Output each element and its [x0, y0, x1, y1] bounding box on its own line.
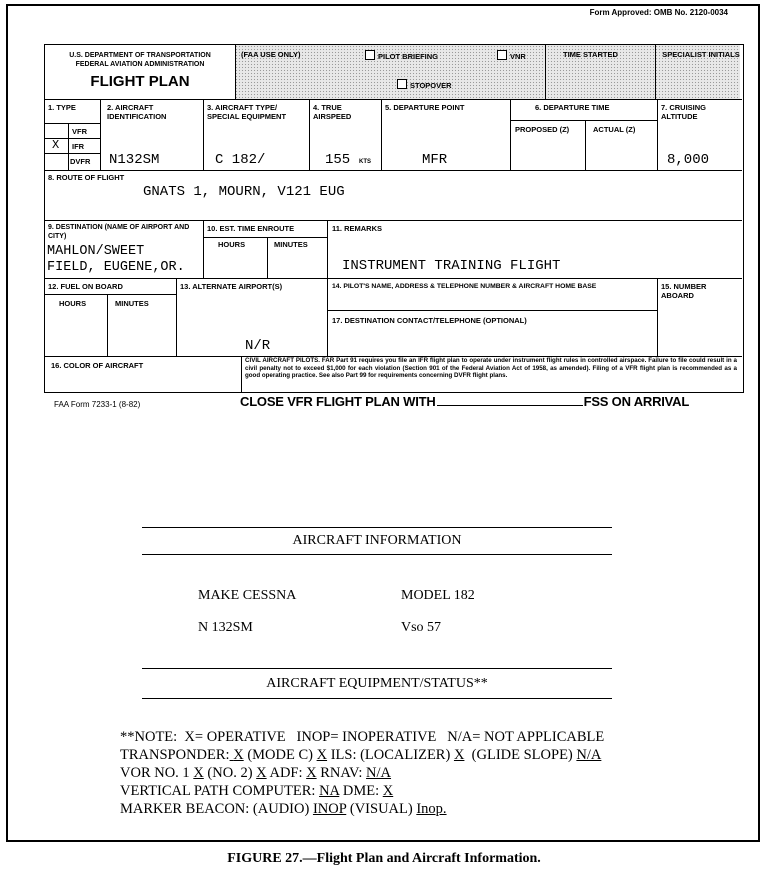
marker-line: MARKER BEACON: (AUDIO) INOP (VISUAL) Inop. — [120, 801, 447, 817]
route-value[interactable]: GNATS 1, MOURN, V121 EUG — [143, 184, 345, 200]
flight-plan-form — [44, 44, 744, 393]
type-label: 1. TYPE — [48, 103, 76, 112]
cruising-altitude-label: 7. CRUISING ALTITUDE — [661, 103, 707, 121]
dest-contact-label: 17. DESTINATION CONTACT/TELEPHONE (OPTIONAL) — [332, 316, 527, 325]
rnav-status: N/A — [366, 765, 392, 781]
form-title: FLIGHT PLAN — [90, 73, 190, 90]
proposed-time-label: PROPOSED (Z) — [515, 125, 570, 134]
aircraft-info-heading: AIRCRAFT INFORMATION — [292, 533, 462, 548]
true-airspeed-value[interactable]: 155 — [325, 152, 351, 168]
n-number-text: N 132SM — [198, 620, 253, 635]
fuel-hours-label: HOURS — [59, 299, 87, 308]
dme-status: X — [382, 783, 394, 799]
vor-line: VOR NO. 1 X (NO. 2) X ADF: X RNAV: N/A — [120, 765, 392, 781]
equipment-status-block — [120, 728, 604, 818]
pilot-info-label: 14. PILOT'S NAME, ADDRESS & TELEPHONE NUMBER & AIRCRAFT HOME BASE — [332, 283, 597, 290]
ifr-option[interactable]: IFR — [72, 142, 85, 151]
est-minutes-label: MINUTES — [274, 240, 308, 249]
cruising-altitude-value[interactable]: 8,000 — [667, 152, 710, 168]
make-text: MAKE CESSNA — [198, 588, 297, 603]
civil-pilots-note: CIVIL AIRCRAFT PILOTS. FAR Part 91 requires you file an IFR flight plan to operate under instrument flight rules in controlled airspace. Failure to file could result in a civil penalty not to exceed $1,000 for each violation (Section 901 of the Federal Aviation Act of 1958, as amended). Filing of a VFR flight plan is recommended as a good operating practice. See also Part 99 for requirements concerning DVFR flight plans. — [245, 357, 737, 379]
kts-unit: KTS — [359, 159, 371, 165]
vnr[interactable]: VNR — [497, 50, 526, 61]
specialist-initials-label: SPECIALIST INITIALS — [662, 50, 740, 59]
close-vfr-instruction — [240, 394, 689, 409]
ils-status: X — [453, 747, 465, 763]
pilot-briefing-checkbox[interactable] — [365, 50, 375, 60]
pilot-briefing[interactable]: PILOT BRIEFING — [365, 50, 438, 61]
adf-status: X — [306, 765, 317, 781]
vnr-checkbox[interactable] — [497, 50, 507, 60]
number-aboard-label: 15. NUMBER ABOARD — [661, 282, 707, 300]
form-number: FAA Form 7233-1 (8-82) — [54, 400, 141, 409]
fuel-label: 12. FUEL ON BOARD — [48, 282, 123, 291]
aircraft-type-value[interactable]: C 182/ — [215, 152, 266, 168]
marker-audio-status: INOP — [312, 801, 347, 817]
legend-note: **NOTE: X= OPERATIVE INOP= INOPERATIVE N/A= NOT APPLICABLE — [120, 729, 605, 745]
destination-line1[interactable]: MAHLON/SWEET — [47, 244, 145, 259]
aircraft-id-label: 2. AIRCRAFT IDENTIFICATION — [107, 103, 167, 121]
remarks-value[interactable]: INSTRUMENT TRAINING FLIGHT — [342, 258, 561, 274]
destination-line2[interactable]: FIELD, EUGENE,OR. — [47, 260, 185, 275]
vpc-status: NA — [319, 783, 340, 799]
marker-visual-status: Inop. — [416, 801, 447, 817]
departure-point-value[interactable]: MFR — [422, 152, 448, 168]
figure-caption: FIGURE 27.—Flight Plan and Aircraft Information. — [227, 851, 541, 866]
est-hours-label: HOURS — [218, 240, 246, 249]
fss-on-arrival-text: FSS ON ARRIVAL — [583, 394, 690, 409]
figure-page — [6, 4, 760, 842]
alternate-label: 13. ALTERNATE AIRPORT(S) — [180, 282, 283, 291]
model-text: MODEL 182 — [401, 588, 475, 603]
actual-time-label: ACTUAL (Z) — [593, 125, 636, 134]
vfr-option[interactable]: VFR — [72, 127, 87, 136]
mode-c-status: X — [316, 747, 328, 763]
vso-text: Vso 57 — [401, 620, 442, 635]
color-label: 16. COLOR OF AIRCRAFT — [51, 361, 144, 370]
type-mark: X — [52, 138, 60, 152]
destination-label: 9. DESTINATION (NAME OF AIRPORT AND CITY) — [48, 224, 190, 240]
form-header-agency — [45, 51, 235, 92]
dvfr-option[interactable]: DVFR — [70, 157, 91, 166]
glide-slope-status: N/A — [576, 747, 602, 763]
fuel-minutes-label: MINUTES — [115, 299, 149, 308]
aircraft-id-value[interactable]: N132SM — [109, 152, 160, 168]
aircraft-type-label: 3. AIRCRAFT TYPE/ SPECIAL EQUIPMENT — [207, 103, 287, 121]
equipment-heading: AIRCRAFT EQUIPMENT/STATUS** — [266, 676, 488, 691]
form-approved: Form Approved: OMB No. 2120-0034 — [589, 8, 728, 17]
remarks-label: 11. REMARKS — [332, 224, 383, 233]
vor1-status: X — [193, 765, 204, 781]
route-label: 8. ROUTE OF FLIGHT — [48, 173, 125, 182]
transponder-status: X — [233, 747, 244, 763]
est-time-label: 10. EST. TIME ENROUTE — [207, 224, 295, 233]
dept-text: U.S. DEPARTMENT OF TRANSPORTATION — [69, 52, 211, 59]
departure-point-label: 5. DEPARTURE POINT — [385, 103, 465, 112]
vpc-line: VERTICAL PATH COMPUTER: NA DME: X — [120, 783, 394, 799]
alternate-value[interactable]: N/R — [245, 338, 271, 354]
true-airspeed-label: 4. TRUE AIRSPEED — [313, 103, 352, 121]
faa-use-only-label: (FAA USE ONLY) — [241, 50, 301, 59]
fss-blank[interactable] — [437, 405, 583, 406]
transponder-line: TRANSPONDER: X (MODE C) X ILS: (LOCALIZER) X (GLIDE SLOPE) N/A — [120, 747, 602, 763]
stopover-checkbox[interactable] — [397, 79, 407, 89]
vor2-status: X — [256, 765, 267, 781]
time-started-label: TIME STARTED — [563, 50, 618, 59]
agency-text: FEDERAL AVIATION ADMINISTRATION — [75, 61, 205, 68]
close-vfr-text: CLOSE VFR FLIGHT PLAN WITH — [240, 394, 436, 409]
departure-time-label: 6. DEPARTURE TIME — [535, 103, 610, 112]
stopover[interactable]: STOPOVER — [397, 79, 452, 90]
